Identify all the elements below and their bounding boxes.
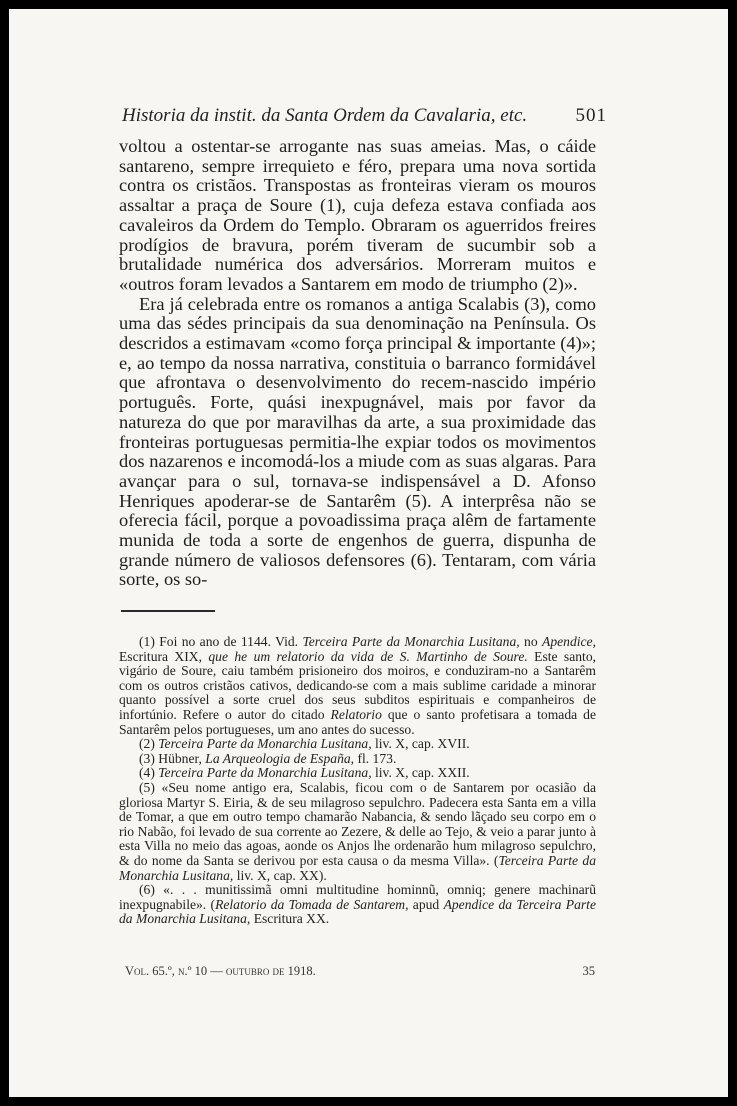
footnote-citation: Apendice,: [542, 634, 596, 649]
footnote-1: [119, 635, 596, 737]
page-footer: [125, 964, 595, 979]
document-page: [9, 9, 728, 1097]
footnote-text: no: [519, 634, 543, 649]
footnote-text: Este santo, vigário de Soure, caiu também prisioneiro dos moiros, e conduziram-no a Santarêm com os outros cristãos cativos, dedicando-se com a mais sublime caridade a minorar quanto possível a sorte cruel dos seus subditos espirituais e companheiros de infortúnio. Refere o autor do citado: [119, 648, 597, 722]
footnote-text: apud: [408, 896, 444, 912]
footnote-citation: La Arqueologia de España,: [205, 750, 355, 766]
footnote-text: liv. X, cap. XXII.: [371, 765, 470, 781]
footnote-text: (5) «Seu nome antigo era, Scalabis, ficou com o de Santarem por ocasião da gloriosa Martyr S. Eiria, & de seu milagroso sepulchro. Padecera esta Santa em a villa de Tomar, a que em outro tempo chamarão Nabancia, & sendo lãçado seu corpo em o rio Nabão, foi levado de sua corrente ao Zezere, & delle ao Tejo, & veio a parar junto à esta Villa no meio das agoas, aonde os Anjos lhe ordenarão hum milagroso sepulchro, & do nome da Santa se derivou por esta causa o da mesma Villa». (: [119, 779, 596, 868]
volume-info: Vol. 65.º, n.º 10 — outubro de 1918.: [125, 964, 316, 978]
paragraph: voltou a ostentar-se arrogante nas suas ameias. Mas, o cáide santareno, sempre irrequieto e féro, prepara uma nova sortida contra os cristãos. Transpostas as fronteiras vieram os mouros assaltar a praça de Soure (1), cuja defeza estava confiada aos cavaleiros da Ordem do Templo. Obraram os aguerridos freires prodígios de bravura, porém tiveram de sucumbir sob a brutalidade numérica dos adversários. Morreram muitos e «outros foram levados a Santarem em modo de triumpho (2)».: [119, 136, 596, 294]
footnote-text: (6) «. . . munitissimã omni multitudine hominnũ, omniq; genere machinarũ inexpugnabile». (: [119, 882, 596, 912]
footnote-text: liv. X, cap. XX).: [233, 867, 327, 883]
footnote-citation: Terceira Parte da Monarchia Lusitana,: [302, 634, 520, 649]
footnote-text: que o santo profetisara a tomada de Santarêm pelos portugueses, um ano antes do sucesso.: [119, 706, 596, 737]
footnote-2: [119, 737, 596, 752]
footnote-3: [119, 752, 596, 767]
footnote-citation: Relatorio: [330, 706, 382, 722]
footnote-text: (1) Foi no ano de 1144. Vid.: [139, 634, 303, 649]
footnote-text: Escritura XX.: [250, 911, 330, 927]
footnote-4: [119, 766, 596, 781]
paragraph: Era já celebrada entre os romanos a antiga Scalabis (3), como uma das sédes principais da sua denominação na Península. Os descridos a estimavam «como força principal & importante (4)»; e, ao tempo da nossa narrativa, constituia o barranco formidável que afrontava o desenvolvimento do recem-nascido império português. Forte, quási inexpugnável, mais por favor da natureza do que por maravilhas da arte, a sua proximidade das fronteiras portuguesas permitia-lhe expiar todos os movimentos dos nazarenos e incomodá-los a miude com as suas algaras. Para avançar para o sul, tornava-se indispensável a D. Afonso Henriques apoderar-se de Santarêm (5). A interprêsa não se oferecia fácil, porque a povoadissima praça alêm de fartamente munida de toda a sorte de engenhos de guerra, dispunha de grande número de valiosos defensores (6). Tentaram, com vária sorte, os so-: [119, 293, 596, 590]
footnote-text: (2): [139, 736, 159, 752]
footnote-citation: Apendice da Terceira Parte da Monarchia Lusitana,: [119, 896, 596, 927]
footnote-text: Escritura XIX,: [119, 648, 209, 664]
footnote-5: [119, 781, 596, 883]
running-title: Historia da instit. da Santa Ordem da Cavalaria, etc.: [122, 105, 528, 126]
footnote-text: (3) Hübner,: [139, 750, 206, 766]
footnote-text: fl. 173.: [354, 750, 397, 766]
footnotes: [119, 635, 596, 927]
footnote-text: (4): [139, 765, 159, 781]
page-number: 501: [575, 105, 607, 126]
footnote-citation: Terceira Parte da Monarchia Lusitana,: [158, 736, 372, 752]
running-header: [122, 105, 607, 127]
footnote-citation: Terceira Parte da Monarchia Lusitana,: [158, 765, 372, 781]
footnote-citation: Relatorio da Tomada de Santarem,: [215, 896, 409, 912]
footnote-citation: Terceira Parte da Monarchia Lusitana,: [119, 852, 596, 883]
main-text: [119, 137, 596, 590]
footnote-text: liv. X, cap. XVII.: [371, 736, 470, 752]
footnote-6: [119, 883, 596, 927]
footnote-separator: [121, 610, 215, 612]
footnote-citation: que he um relatorio da vida de S. Martinho de Soure.: [208, 648, 528, 664]
sheet-number: 35: [582, 964, 595, 978]
